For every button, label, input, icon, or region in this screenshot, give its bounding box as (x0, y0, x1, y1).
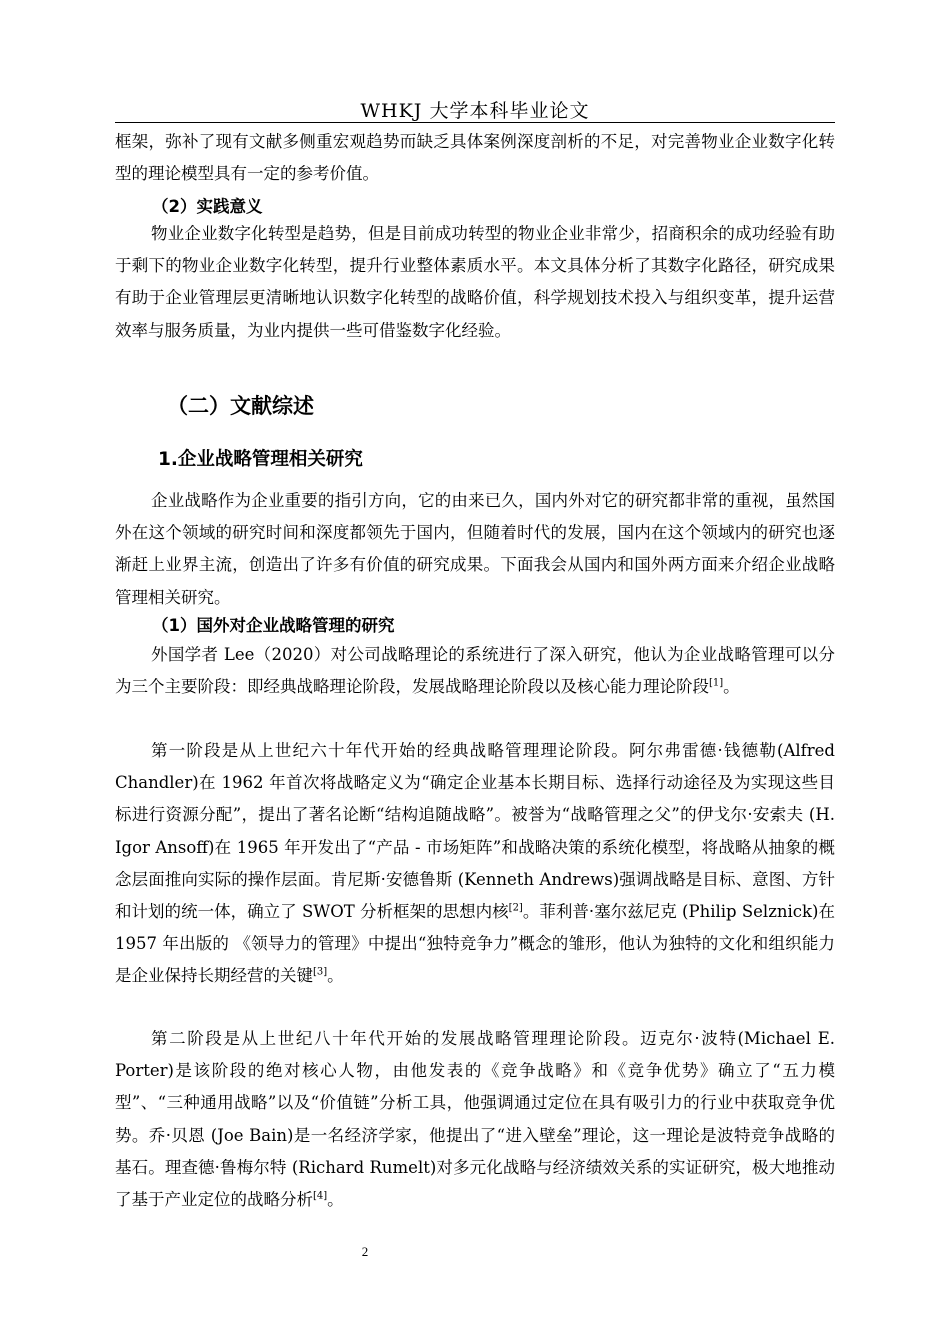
paragraph-stage-two (115, 1023, 835, 1216)
citation-ref-1: [1] (709, 677, 724, 689)
paragraph-stage-one (115, 735, 835, 993)
citation-ref-4: [4] (313, 1190, 328, 1202)
paragraph-lee-text: 外国学者 Lee（2020）对公司战略理论的系统进行了深入研究，他认为企业战略管理可以分为三个主要阶段：即经典战略理论阶段，发展战略理论阶段以及核心能力理论阶段 (115, 645, 835, 697)
practice-significance-heading: （2）实践意义 (152, 197, 263, 216)
running-header: WHKJ 大学本科毕业论文 (360, 100, 590, 122)
header-rule (115, 122, 835, 123)
page-number: 2 (361, 1244, 369, 1259)
paragraph-stage-one-text-a: 第一阶段是从上世纪六十年代开始的经典战略管理理论阶段。阿尔弗雷德·钱德勒(Alfred Chandler)在 1962 年首次将战略定义为“确定企业基本长期目标、选择行动途径及为实现这些目标进行资源分配”，提出了著名论断“结构追随战略”。被誉为“战略管理之父”的伊戈尔·安索夫 (H. Igor Ansoff)在 1965 年开发出了“产品 - 市场矩阵”和战略决策的系统化模型，将战略从抽象的概念层面推向实际的操作层面。肯尼斯·安德鲁斯 (Kenneth Andrews)强调战略是目标、意图、方针和计划的统一体，确立了 SWOT 分析框架的思想内核 (115, 741, 835, 922)
paragraph-lee-end: 。 (723, 677, 740, 697)
paragraph-intro: 企业战略作为企业重要的指引方向，它的由来已久，国内外对它的研究都非常的重视，虽然国外在这个领域的研究时间和深度都领先于国内，但随着时代的发展，国内在这个领域内的研究也逐渐赶上业界主流，创造出了许多有价值的研究成果。下面我会从国内和国外两方面来介绍企业战略管理相关研究。 (115, 491, 835, 607)
foreign-research-heading: （1）国外对企业战略管理的研究 (152, 616, 395, 635)
paragraph-continuation: 框架，弥补了现有文献多侧重宏观趋势而缺乏具体案例深度剖析的不足，对完善物业企业数字化转型的理论模型具有一定的参考价值。 (115, 132, 835, 184)
subsection-heading-strategy-research: 1.企业战略管理相关研究 (158, 449, 363, 470)
paragraph-practice: 物业企业数字化转型是趋势，但是目前成功转型的物业企业非常少，招商积余的成功经验有助于剩下的物业企业数字化转型，提升行业整体素质水平。本文具体分析了其数字化路径，研究成果有助于企业管理层更清晰地认识数字化转型的战略价值，科学规划技术投入与组织变革，提升运营效率与服务质量，为业内提供一些可借鉴数字化经验。 (115, 224, 835, 340)
paragraph-stage-one-end: 。 (327, 966, 344, 986)
paragraph-stage-two-text: 第二阶段是从上世纪八十年代开始的发展战略管理理论阶段。迈克尔·波特(Michael E. Porter)是该阶段的绝对核心人物，由他发表的《竞争战略》和《竞争优势》确立了“五力模型”、“三种通用战略”以及“价值链”分析工具，他强调通过定位在具有吸引力的行业中获取竞争优势。乔·贝恩 (Joe Bain)是一名经济学家，他提出了“进入壁垒”理论，这一理论是波特竞争战略的基石。理查德·鲁梅尔特 (Richard Rumelt)对多元化战略与经济绩效关系的实证研究，极大地推动了基于产业定位的战略分析 (115, 1029, 835, 1210)
citation-ref-2: [2] (508, 902, 523, 914)
paragraph-stage-two-end: 。 (327, 1190, 344, 1210)
paragraph-lee (115, 639, 835, 703)
paragraph-stage-one-text-b: 。菲利普·塞尔兹尼克 (Philip Selznick)在 1957 年出版的 《领导力的管理》中提出“独特竞争力”概念的雏形，他认为独特的文化和组织能力是企业保持长期经营的关键 (115, 902, 835, 986)
citation-ref-3: [3] (313, 966, 328, 978)
section-heading-literature-review: （二）文献综述 (167, 394, 314, 418)
